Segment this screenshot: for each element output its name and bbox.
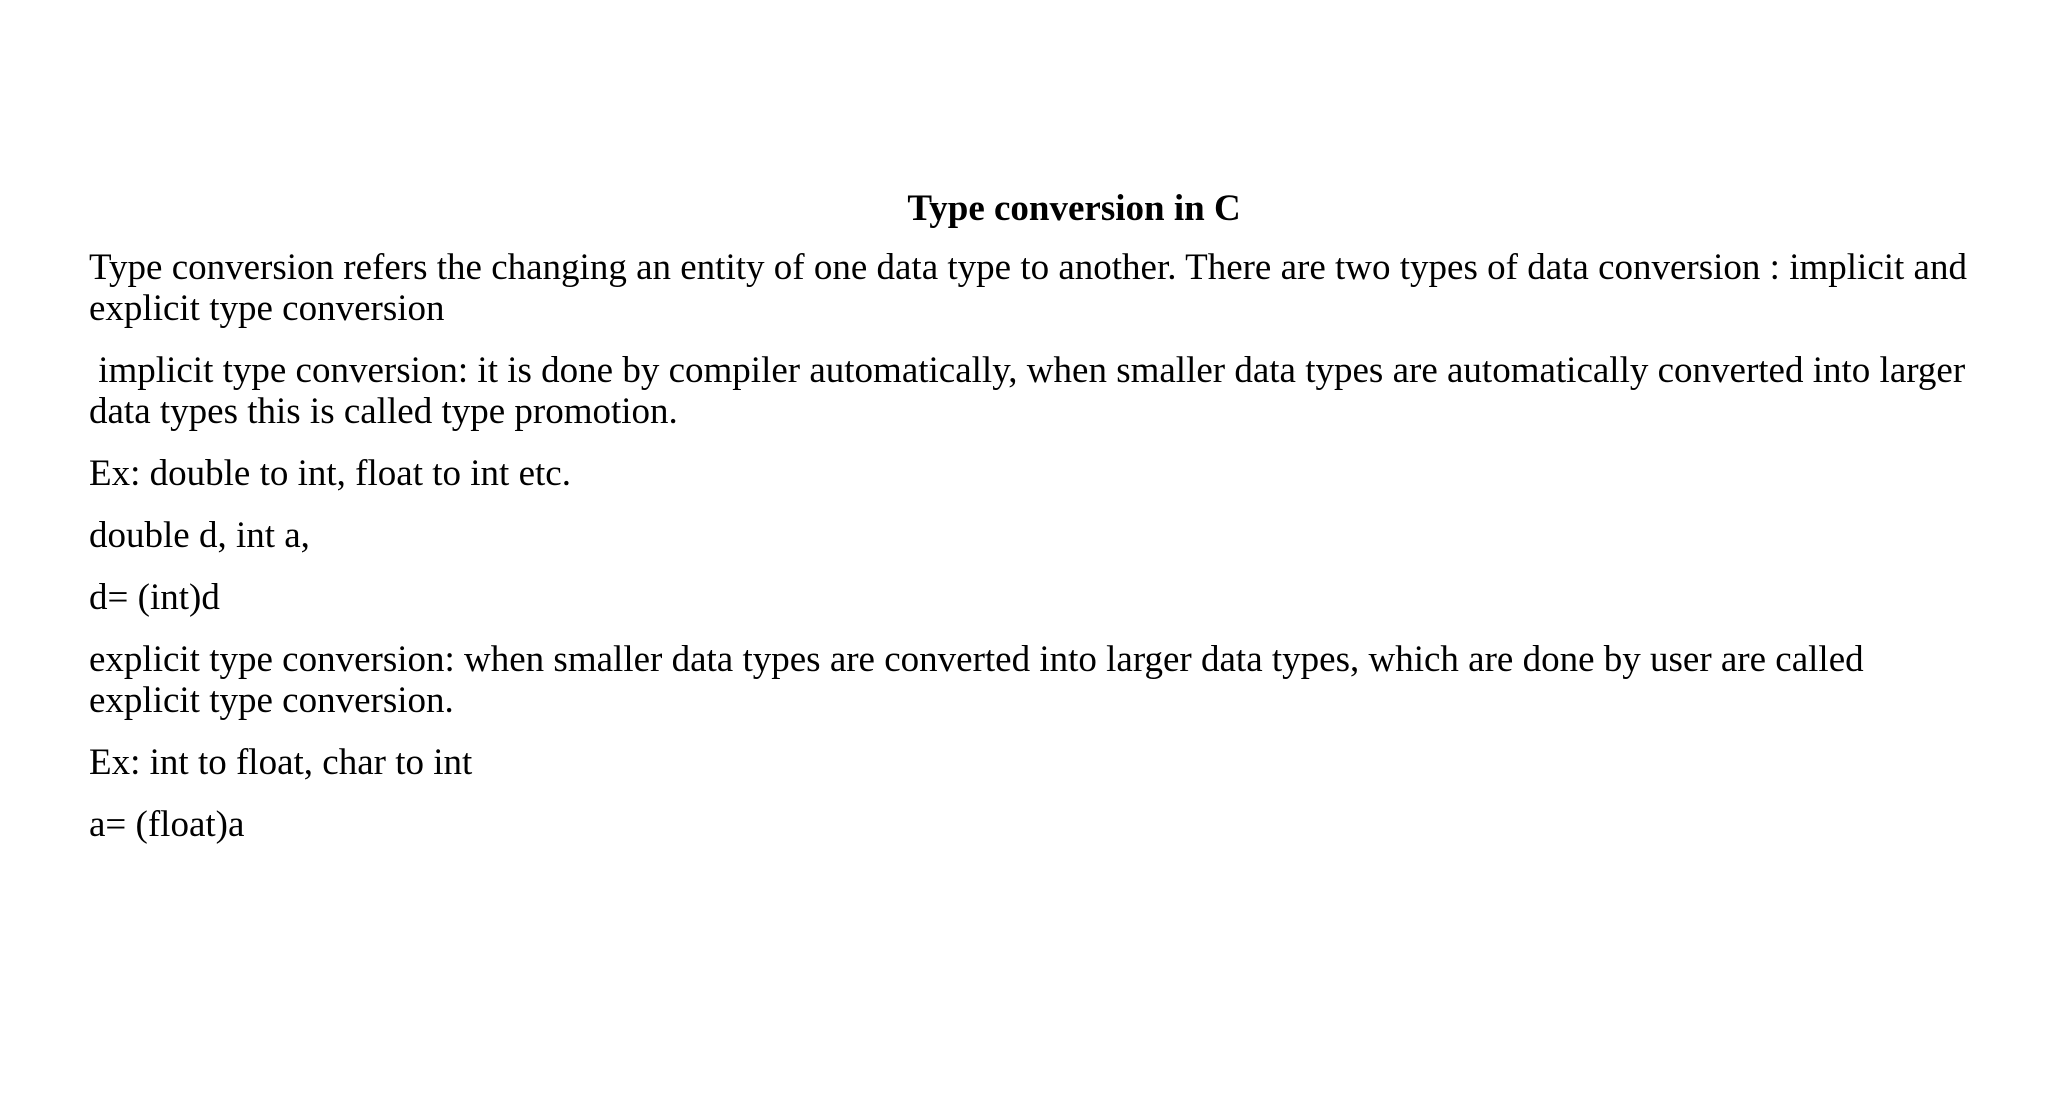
paragraph-explicit-cast: a= (float)a	[89, 804, 245, 845]
paragraph-explicit-definition: explicit type conversion: when smaller data types are converted into larger data types, which are done by user are called explicit type conversion.	[89, 639, 1873, 721]
paragraph-implicit-example: Ex: double to int, float to int etc.	[89, 453, 571, 494]
paragraph-implicit-definition: implicit type conversion: it is done by compiler automatically, when smaller data types are automatically converted into larger data types this is called type promotion.	[89, 350, 1975, 432]
paragraph-explicit-example: Ex: int to float, char to int	[89, 742, 473, 783]
document-title: Type conversion in C	[907, 188, 1241, 229]
paragraph-intro: Type conversion refers the changing an entity of one data type to another. There are two types of data conversion : implicit and explicit type conversion	[89, 247, 1977, 329]
paragraph-implicit-cast: d= (int)d	[89, 577, 220, 618]
paragraph-implicit-declaration: double d, int a,	[89, 515, 310, 556]
document-page	[89, 185, 1977, 866]
